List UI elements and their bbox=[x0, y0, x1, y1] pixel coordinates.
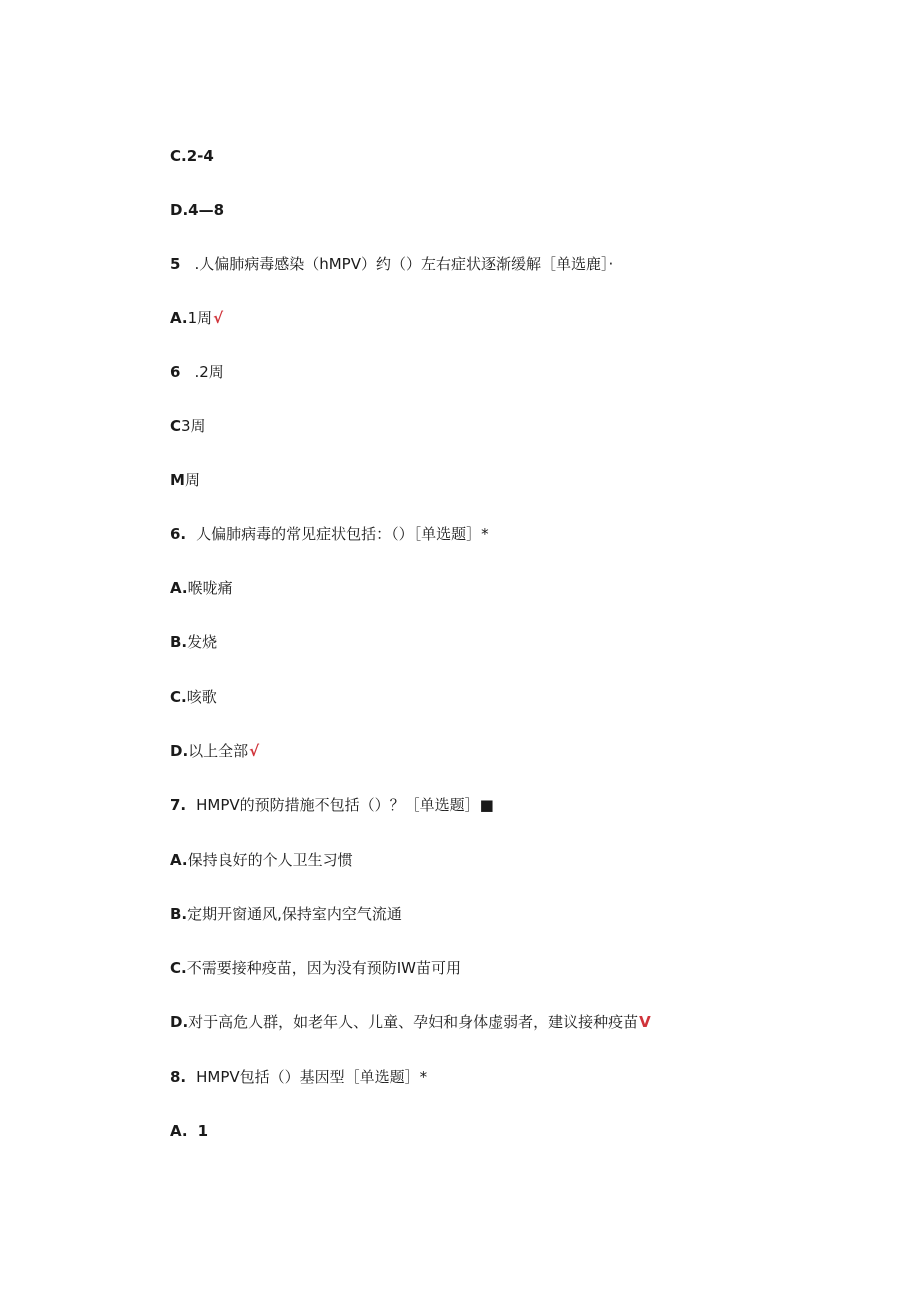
option-prefix: A. bbox=[170, 851, 188, 869]
option-prefix: A. bbox=[170, 1122, 188, 1140]
correct-checkmark: V bbox=[639, 1013, 651, 1031]
option-prefix: A. bbox=[170, 309, 188, 327]
option-b-q5 bbox=[170, 362, 224, 382]
option-prefix: D. bbox=[170, 201, 189, 219]
option-text: 不需要接种疫苗，因为没有预防IW苗可用 bbox=[186, 959, 461, 977]
option-prefix: C bbox=[170, 417, 182, 435]
option-text: 周 bbox=[184, 471, 200, 489]
option-text: 对于高危人群，如老年人、儿童、孕妇和身体虚弱者，建议接种疫苗 bbox=[188, 1013, 639, 1031]
option-text: 以上全部 bbox=[188, 742, 249, 760]
option-prefix: B. bbox=[170, 633, 188, 651]
option-c-q5 bbox=[170, 416, 206, 436]
question-number: 6. bbox=[170, 525, 187, 543]
correct-checkmark: √ bbox=[213, 309, 224, 327]
option-b-q6 bbox=[170, 632, 217, 652]
option-a-q8 bbox=[170, 1121, 208, 1141]
question-text: 人偏肺病毒的常见症状包括：（）［单选题］* bbox=[196, 525, 489, 543]
option-d-q5 bbox=[170, 470, 200, 490]
option-text: 1 bbox=[197, 1122, 209, 1140]
option-text: 发烧 bbox=[187, 633, 218, 651]
option-c-q6 bbox=[170, 687, 217, 707]
option-text: 定期开窗通风,保持室内空气流通 bbox=[187, 905, 402, 923]
correct-checkmark: √ bbox=[249, 742, 260, 760]
option-text: 2-4 bbox=[186, 147, 214, 165]
option-text: 3周 bbox=[181, 417, 206, 435]
option-text: 1周 bbox=[187, 309, 213, 327]
option-d-q7 bbox=[170, 1012, 651, 1032]
option-text: 4—8 bbox=[188, 201, 225, 219]
option-prefix: D. bbox=[170, 1013, 189, 1031]
option-prefix: M bbox=[170, 471, 185, 489]
option-text: .2周 bbox=[194, 363, 224, 381]
option-text: 喉咙痛 bbox=[187, 579, 233, 597]
option-a-q5 bbox=[170, 308, 223, 328]
question-8 bbox=[170, 1067, 427, 1087]
option-prefix: A. bbox=[170, 579, 188, 597]
question-6 bbox=[170, 524, 489, 544]
question-number: 8. bbox=[170, 1068, 187, 1086]
option-prefix: B. bbox=[170, 905, 188, 923]
option-prefix: C. bbox=[170, 959, 187, 977]
option-d-q4 bbox=[170, 200, 224, 220]
option-b-q7 bbox=[170, 904, 402, 924]
question-5 bbox=[170, 254, 613, 274]
option-text: 咳歌 bbox=[186, 688, 217, 706]
option-text: 保持良好的个人卫生习惯 bbox=[187, 851, 353, 869]
question-number: 5 bbox=[170, 255, 181, 273]
option-prefix: 6 bbox=[170, 363, 181, 381]
question-7 bbox=[170, 795, 494, 815]
option-a-q7 bbox=[170, 850, 353, 870]
option-prefix: C. bbox=[170, 147, 187, 165]
option-c-q7 bbox=[170, 958, 461, 978]
question-number: 7. bbox=[170, 796, 187, 814]
option-c-q4 bbox=[170, 146, 214, 166]
question-text: HMPV包括（）基因型［单选题］* bbox=[196, 1068, 428, 1086]
question-text: HMPV的预防措施不包括（）？［单选题］■ bbox=[196, 796, 494, 814]
option-a-q6 bbox=[170, 578, 233, 598]
question-text: .人偏肺病毒感染（hMPV）约（）左右症状逐渐缓解［单选鹿］· bbox=[194, 255, 614, 273]
option-prefix: C. bbox=[170, 688, 187, 706]
option-d-q6 bbox=[170, 741, 259, 761]
option-prefix: D. bbox=[170, 742, 189, 760]
